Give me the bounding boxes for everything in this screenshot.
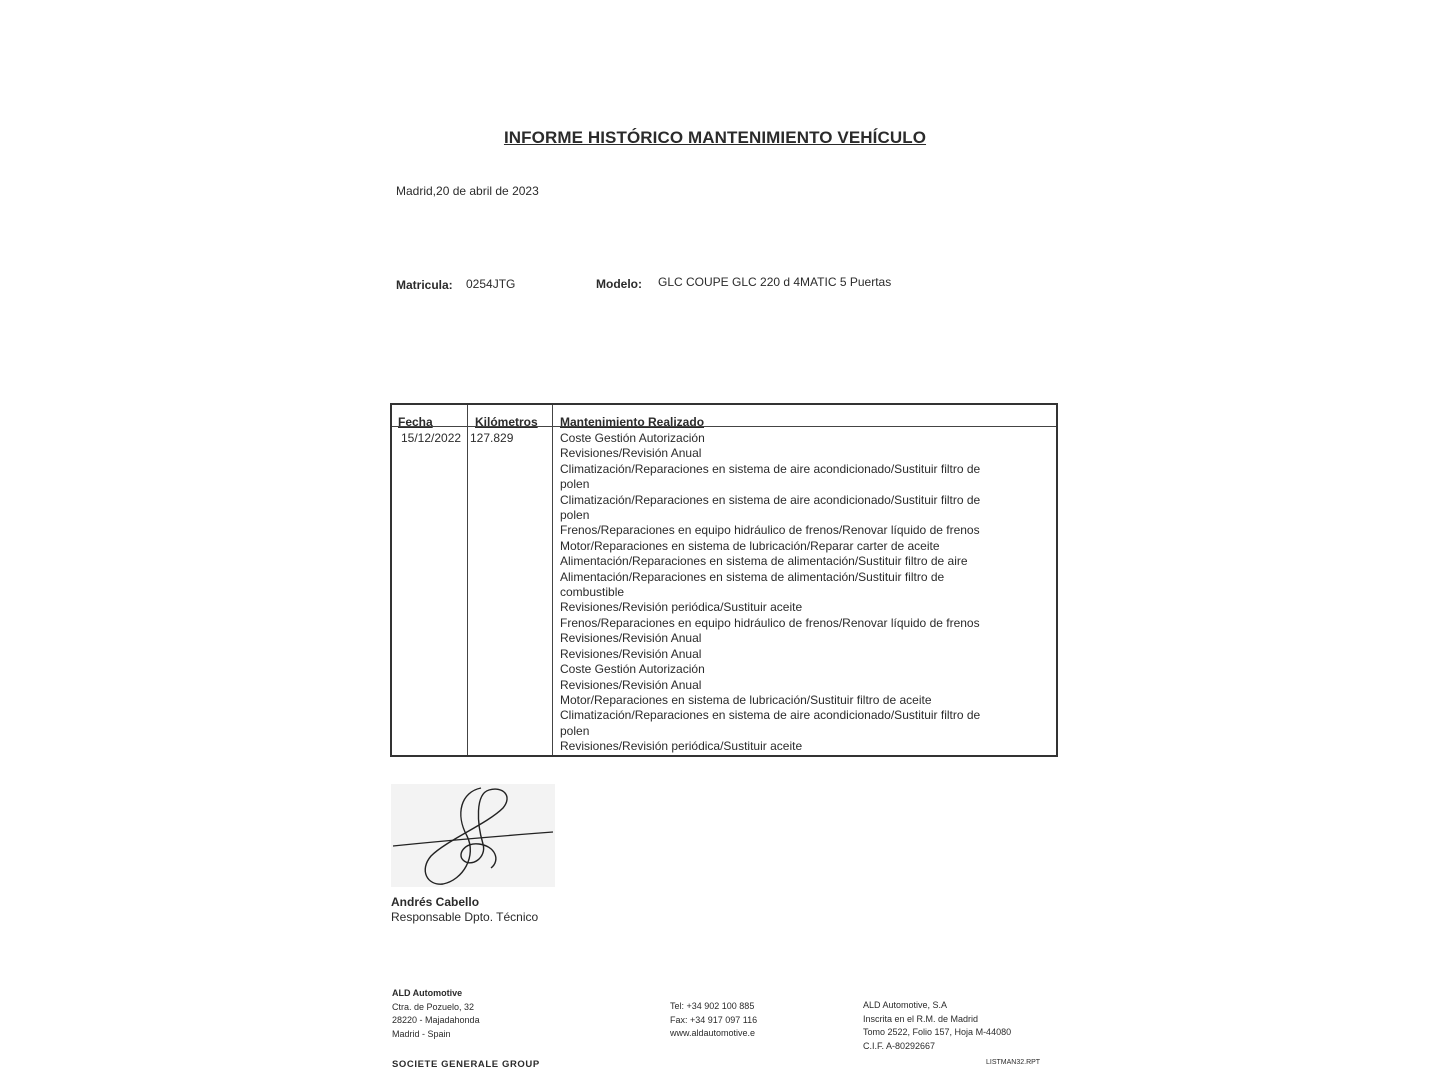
- footer-contact: [670, 1000, 757, 1041]
- signer-role: Responsable Dpto. Técnico: [391, 910, 539, 924]
- header-maintenance: Mantenimiento Realizado: [560, 415, 705, 429]
- footer-address-line: 28220 - Majadahonda: [392, 1015, 480, 1025]
- footer-phone: Tel: +34 902 100 885: [670, 1001, 755, 1011]
- group-name: SOCIETE GENERALE GROUP: [392, 1059, 540, 1070]
- footer-fax: Fax: +34 917 097 116: [670, 1014, 758, 1025]
- maintenance-table: [390, 403, 1058, 757]
- header-date: Fecha: [398, 415, 433, 429]
- maintenance-line: polen: [560, 477, 590, 492]
- footer-legal-line: Inscrita en el R.M. de Madrid: [863, 1013, 979, 1024]
- column-divider: [552, 405, 553, 755]
- maintenance-line: Revisiones/Revisión Anual: [560, 677, 702, 692]
- maintenance-line: Motor/Reparaciones en sistema de lubricación/Reparar carter de aceite: [560, 538, 940, 553]
- maintenance-line: Revisiones/Revisión periódica/Sustituir aceite: [560, 739, 803, 754]
- maintenance-line: Revisiones/Revisión Anual: [560, 446, 702, 461]
- maintenance-line: Revisiones/Revisión periódica/Sustituir aceite: [560, 600, 803, 615]
- entry-km: 127.829: [470, 431, 514, 445]
- footer-company: ALD Automotive: [392, 988, 463, 998]
- entry-date: 15/12/2022: [401, 431, 462, 445]
- maintenance-line: Climatización/Reparaciones en sistema de aire acondicionado/Sustituir filtro de: [560, 708, 981, 723]
- footer-legal: [863, 999, 1011, 1053]
- signer-name: Andrés Cabello: [391, 895, 480, 909]
- footer-legal-line: Tomo 2522, Folio 157, Hoja M-44080: [863, 1027, 1012, 1037]
- maintenance-line: Alimentación/Reparaciones en sistema de alimentación/Sustituir filtro de aire: [560, 554, 968, 569]
- plate-label: Matricula:: [396, 278, 453, 292]
- maintenance-line: Climatización/Reparaciones en sistema de aire acondicionado/Sustituir filtro de: [560, 461, 981, 476]
- plate-value: 0254JTG: [466, 277, 516, 291]
- maintenance-lines: [560, 431, 980, 755]
- footer-legal-line: C.I.F. A-80292667: [863, 1040, 936, 1051]
- report-title: INFORME HISTÓRICO MANTENIMIENTO VEHÍCULO: [503, 128, 927, 147]
- maintenance-line: Alimentación/Reparaciones en sistema de alimentación/Sustituir filtro de: [560, 569, 945, 584]
- footer-legal-line: ALD Automotive, S.A: [863, 1000, 948, 1010]
- maintenance-line: Coste Gestión Autorización: [560, 662, 705, 677]
- maintenance-line: Revisiones/Revisión Anual: [560, 631, 702, 646]
- footer-address-line: Madrid - Spain: [392, 1028, 451, 1039]
- maintenance-line: polen: [560, 508, 590, 523]
- signature-scribble: [391, 784, 555, 887]
- header-km: Kilómetros: [475, 415, 538, 429]
- maintenance-line: Motor/Reparaciones en sistema de lubricación/Sustituir filtro de aceite: [560, 692, 932, 707]
- column-divider: [467, 405, 468, 755]
- footer-address: [392, 987, 480, 1041]
- model-value: GLC COUPE GLC 220 d 4MATIC 5 Puertas: [658, 275, 892, 289]
- maintenance-line: Climatización/Reparaciones en sistema de aire acondicionado/Sustituir filtro de: [560, 492, 981, 507]
- maintenance-line: Frenos/Reparaciones en equipo hidráulico de frenos/Renovar líquido de frenos: [560, 615, 980, 630]
- signature-image: [391, 784, 555, 887]
- footer-address-line: Ctra. de Pozuelo, 32: [392, 1001, 475, 1012]
- model-label: Modelo:: [596, 277, 642, 291]
- maintenance-line: Revisiones/Revisión Anual: [560, 646, 702, 661]
- maintenance-line: polen: [560, 723, 590, 738]
- maintenance-line: Coste Gestión Autorización: [560, 431, 705, 445]
- report-date: Madrid,20 de abril de 2023: [396, 184, 539, 198]
- maintenance-line: combustible: [560, 585, 625, 600]
- report-code: LISTMAN32.RPT: [986, 1059, 1041, 1066]
- maintenance-line: Frenos/Reparaciones en equipo hidráulico de frenos/Renovar líquido de frenos: [560, 523, 980, 538]
- footer-website: www.aldautomotive.e: [670, 1028, 756, 1038]
